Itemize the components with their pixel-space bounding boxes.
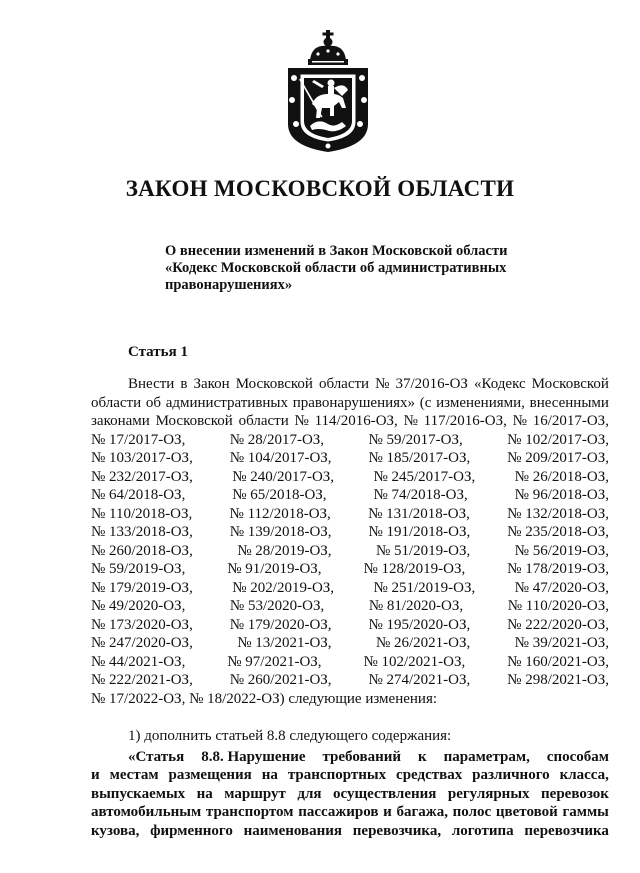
line-word: на [261, 767, 278, 783]
line-word: № 64/2018-ОЗ, [91, 487, 186, 503]
line-word: № 179/2020-ОЗ, [229, 616, 332, 633]
line-word: внесенными [529, 394, 609, 411]
line-word: № 39/2021-ОЗ, [514, 635, 609, 651]
line-word: и [383, 804, 392, 820]
law-number-row [91, 560, 609, 579]
line-word: № 132/2018-ОЗ, [507, 505, 609, 522]
line-word: № 179/2019-ОЗ, [91, 579, 193, 596]
line-word: № 240/2017-ОЗ, [232, 468, 335, 485]
line-word: № 251/2019-ОЗ, [373, 579, 476, 596]
line-word: 117/2016-ОЗ, [423, 413, 507, 429]
line-word: области [91, 394, 142, 411]
line-word: гаммы [562, 804, 609, 820]
law-number-row [91, 653, 609, 672]
line-word: 114/2016-ОЗ, [314, 413, 398, 429]
law-number-row [91, 597, 609, 616]
law-number-row [91, 616, 609, 635]
line-word: № 139/2018-ОЗ, [229, 524, 332, 540]
line-word: местам [109, 767, 159, 783]
line-word: области [318, 376, 370, 392]
line-word: № 104/2017-ОЗ, [229, 450, 332, 466]
line-word: области [238, 413, 289, 429]
quote-line [91, 766, 609, 785]
line-word: «Кодекс [473, 376, 526, 392]
line-word: изменениями, [436, 394, 525, 411]
line-word: № 260/2021-ОЗ, [229, 672, 332, 688]
line-word: об [145, 394, 161, 411]
line-word: № 49/2020-ОЗ, [91, 598, 186, 614]
line-word: № 91/2019-ОЗ, [227, 561, 322, 577]
line-word: правонарушениях» [292, 394, 416, 411]
line-word: Закон [193, 376, 230, 392]
line-word: № 222/2020-ОЗ, [507, 616, 609, 633]
line-word: № [403, 413, 418, 429]
law-number-row [91, 579, 609, 598]
line-word: на [196, 785, 213, 802]
line-word: № [512, 413, 527, 429]
new-article-quote [91, 748, 609, 841]
line-word: № 274/2021-ОЗ, [368, 672, 471, 688]
line-word: выпускаемых [91, 785, 186, 802]
line-word: № 112/2018-ОЗ, [229, 505, 331, 522]
line-word: перевозчика [524, 822, 609, 839]
line-word: в [180, 376, 188, 392]
line-word: № 51/2019-ОЗ, [375, 542, 471, 559]
line-word: № 209/2017-ОЗ, [507, 450, 609, 466]
line-word: размещения [168, 767, 252, 783]
law-subject [165, 243, 545, 294]
line-word: № 65/2018-ОЗ, [232, 487, 327, 503]
line-word: № 26/2018-ОЗ, [514, 468, 609, 485]
line-word: требований [322, 748, 401, 765]
line-word: № 47/2020-ОЗ, [514, 579, 609, 596]
line-word: № 59/2017-ОЗ, [368, 431, 463, 448]
line-word: № 74/2018-ОЗ, [373, 487, 468, 503]
closing-line: № 17/2022-ОЗ, № 18/2022-ОЗ) следующие изменения: [91, 690, 438, 707]
line-word: № 17/2017-ОЗ, [91, 431, 186, 448]
line-word: маршрут [224, 785, 286, 802]
law-title: ЗАКОН МОСКОВСКОЙ ОБЛАСТИ [125, 176, 515, 201]
quote-line [91, 803, 609, 822]
line-word: № 81/2020-ОЗ, [368, 598, 464, 614]
law-number-row [91, 486, 609, 505]
line-word: параметрам, [443, 748, 530, 765]
article-heading: Статья 1 [128, 344, 188, 360]
subject-line: «Кодекс Московской области об административных [165, 260, 507, 276]
line-word: Внести [128, 376, 175, 392]
line-word: багажа, [396, 804, 448, 820]
line-word: № 44/2021-ОЗ, [91, 653, 186, 670]
line-word: № 28/2017-ОЗ, [229, 431, 325, 448]
line-word: Московской [155, 413, 233, 429]
line-word: № 235/2018-ОЗ, [507, 524, 609, 540]
line-word: № [375, 376, 390, 392]
line-word: 16/2017-ОЗ, [532, 413, 609, 429]
line-word: полос [452, 804, 492, 820]
line-word: № 232/2017-ОЗ, [91, 468, 193, 485]
quote-line [91, 785, 609, 804]
line-word: административных [165, 394, 289, 411]
line-word: средствах [396, 767, 463, 783]
line-word: № 131/2018-ОЗ, [368, 505, 470, 522]
line-word: № 191/2018-ОЗ, [368, 524, 471, 540]
line-word: кузова, [91, 822, 140, 839]
line-word: № 185/2017-ОЗ, [368, 450, 471, 466]
line-word: регулярных [447, 785, 530, 802]
line-word: законами [91, 413, 150, 429]
line-word: фирменного [150, 822, 233, 839]
subject-line: О внесении изменений в Закон Московской области [165, 243, 508, 259]
line-word: наименования [243, 822, 343, 839]
line-word: № 133/2018-ОЗ, [91, 524, 193, 540]
line-word: и [91, 767, 100, 783]
line-word: № 26/2021-ОЗ, [375, 635, 471, 651]
article-body [91, 375, 609, 840]
line-word: № 160/2021-ОЗ, [507, 653, 609, 670]
line-word: № 202/2019-ОЗ, [232, 579, 335, 596]
law-number-row [91, 634, 609, 653]
line-word: для [297, 785, 322, 802]
line-word: 8.8. Нарушение [201, 748, 306, 765]
line-word: № 102/2017-ОЗ, [507, 431, 609, 448]
quote-line [91, 748, 609, 767]
quote-line [91, 822, 609, 841]
line-word: № 13/2021-ОЗ, [237, 635, 332, 651]
law-number-row [91, 505, 609, 524]
line-word: № 53/2020-ОЗ, [229, 598, 325, 614]
line-word: Московской [531, 376, 609, 392]
line-word: № 195/2020-ОЗ, [368, 616, 471, 633]
law-number-row [91, 431, 609, 450]
line-word: логотипа [451, 822, 514, 839]
line-word: цветовой [495, 804, 558, 820]
line-word: Московской [235, 376, 313, 392]
line-word: к [417, 748, 427, 765]
line-word: перевозчика, [352, 822, 442, 839]
line-word: (с [419, 394, 432, 411]
line-word: различного [472, 767, 550, 783]
line-word: перевозок [541, 785, 609, 802]
line-word: «Статья [128, 748, 185, 765]
line-word: № [294, 413, 309, 429]
law-number-row [91, 449, 609, 468]
line-word: № 178/2019-ОЗ, [507, 561, 609, 577]
coat-of-arms-icon [282, 30, 374, 154]
line-word: № 173/2020-ОЗ, [91, 616, 193, 633]
line-word: автомобильным [91, 804, 202, 820]
line-word: № 128/2019-ОЗ, [363, 561, 466, 577]
line-word: класса, [559, 767, 609, 783]
line-word: № 96/2018-ОЗ, [514, 487, 609, 503]
line-word: № 103/2017-ОЗ, [91, 450, 193, 466]
amending-laws-list [91, 431, 609, 690]
intro-line [91, 394, 609, 413]
line-word: № 110/2020-ОЗ, [507, 598, 609, 614]
intro-line [91, 375, 609, 394]
intro-line [91, 412, 609, 431]
line-word: № 56/2019-ОЗ, [514, 542, 609, 559]
law-number-row [91, 542, 609, 561]
line-word: пассажиров [298, 804, 379, 820]
article-intro [91, 375, 609, 431]
line-word: транспортом [205, 804, 294, 820]
law-number-row [91, 671, 609, 690]
line-word: 37/2016-ОЗ [395, 376, 468, 392]
subject-line: правонарушениях» [165, 277, 293, 293]
line-word: способам [546, 748, 609, 765]
line-word: № 59/2019-ОЗ, [91, 561, 186, 577]
line-word: № 110/2018-ОЗ, [91, 505, 193, 522]
line-word: № 222/2021-ОЗ, [91, 672, 193, 688]
law-number-row [91, 468, 609, 487]
line-word: № 260/2018-ОЗ, [91, 542, 193, 559]
line-word: осуществления [333, 785, 437, 802]
line-word: № 102/2021-ОЗ, [363, 653, 466, 670]
line-word: № 28/2019-ОЗ, [237, 542, 332, 559]
law-number-row [91, 523, 609, 542]
item-1: 1) дополнить статьей 8.8 следующего содержания: [128, 728, 452, 744]
line-word: № 245/2017-ОЗ, [373, 468, 476, 485]
line-word: № 97/2021-ОЗ, [227, 653, 322, 670]
line-word: № 247/2020-ОЗ, [91, 635, 193, 651]
line-word: транспортных [287, 767, 387, 783]
line-word: № 298/2021-ОЗ, [507, 672, 609, 688]
